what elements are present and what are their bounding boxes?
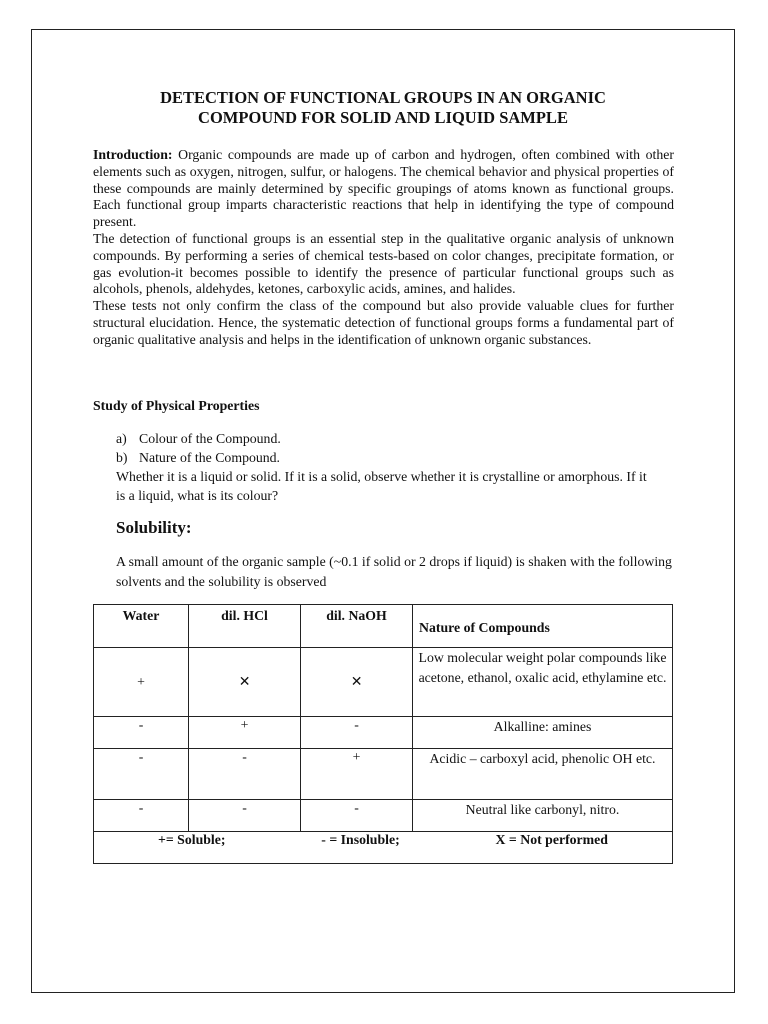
title-line-2: COMPOUND FOR SOLID AND LIQUID SAMPLE: [198, 108, 568, 127]
table-row: [94, 648, 673, 717]
physical-properties-list: [116, 429, 656, 505]
table-row: [94, 717, 673, 749]
column-header-naoh: dil. NaOH: [301, 605, 413, 648]
cell-water: +: [94, 648, 189, 717]
cell-hcl: ✕: [189, 648, 301, 717]
list-item: [116, 429, 656, 448]
cell-water: -: [94, 749, 189, 800]
intro-paragraph-3: These tests not only confirm the class of the compound but also provide valuable clues for further structural elucidation. Hence, the systematic detection of functional groups forms a fundamental part of organic qualitative analysis and helps in the identification of unknown organic substances.: [93, 298, 674, 347]
legend-insoluble: - = Insoluble;: [321, 832, 400, 847]
list-item-text: Colour of the Compound.: [139, 431, 281, 446]
intro-text-1: Organic compounds are made up of carbon and hydrogen, often combined with other elements such as oxygen, nitrogen, sulfur, or halogens. The chemical behavior and physical properties of these compounds are mainly determined by specific groupings of atoms known as functional groups. Each functional group imparts characteristic reactions that help in identifying the type of compound present.: [93, 147, 674, 230]
cell-naoh: +: [301, 749, 413, 800]
column-header-hcl: dil. HCl: [189, 605, 301, 648]
solubility-heading: Solubility:: [116, 518, 192, 537]
cell-hcl: -: [189, 800, 301, 832]
physical-properties-heading: Study of Physical Properties: [93, 398, 260, 413]
list-item-text: Nature of the Compound.: [139, 450, 281, 465]
legend: [94, 832, 672, 848]
cell-hcl: -: [189, 749, 301, 800]
legend-not-performed: X = Not performed: [495, 832, 608, 847]
table-legend-row: [94, 832, 673, 864]
solubility-description: A small amount of the organic sample (~0.1 if solid or 2 drops if liquid) is shaken with the following solvents and the solubility is observed: [116, 554, 672, 589]
cell-naoh: -: [301, 800, 413, 832]
intro-lead: Introduction:: [93, 147, 173, 162]
title-line-1: DETECTION OF FUNCTIONAL GROUPS IN AN ORGANIC: [160, 88, 606, 107]
table-row: [94, 800, 673, 832]
cell-naoh: -: [301, 717, 413, 749]
cell-nature: Low molecular weight polar compounds like acetone, ethanol, oxalic acid, ethylamine etc.: [413, 648, 673, 717]
cell-nature: Neutral like carbonyl, nitro.: [413, 800, 673, 832]
list-item: [116, 448, 656, 467]
cell-naoh: ✕: [301, 648, 413, 717]
document-title: [93, 88, 673, 128]
table-header-row: [94, 605, 673, 648]
cell-water: -: [94, 717, 189, 749]
solubility-table: [93, 604, 673, 864]
introduction-section: [93, 147, 674, 349]
legend-cell: [94, 832, 673, 864]
cell-nature: Acidic – carboxyl acid, phenolic OH etc.: [413, 749, 673, 800]
list-marker: a): [116, 431, 127, 446]
legend-soluble: += Soluble;: [158, 832, 226, 847]
table-row: [94, 749, 673, 800]
cell-nature: Alkalline: amines: [413, 717, 673, 749]
intro-paragraph-2: The detection of functional groups is an essential step in the qualitative organic analysis of unknown compounds. By performing a series of chemical tests-based on color changes, precipitate formation, or gas evolution-it becomes possible to identify the presence of particular functional groups such as alcohols, phenols, aldehydes, ketones, carboxylic acids, amines, and halides.: [93, 230, 674, 297]
column-header-nature: Nature of Compounds: [413, 605, 673, 648]
cell-hcl: +: [189, 717, 301, 749]
list-marker: b): [116, 450, 128, 465]
cell-water: -: [94, 800, 189, 832]
intro-paragraph-1: [93, 147, 674, 231]
physical-note: Whether it is a liquid or solid. If it is a solid, observe whether it is crystalline or amorphous. If it is a liquid, what is its colour?: [116, 469, 647, 503]
column-header-water: Water: [94, 605, 189, 648]
